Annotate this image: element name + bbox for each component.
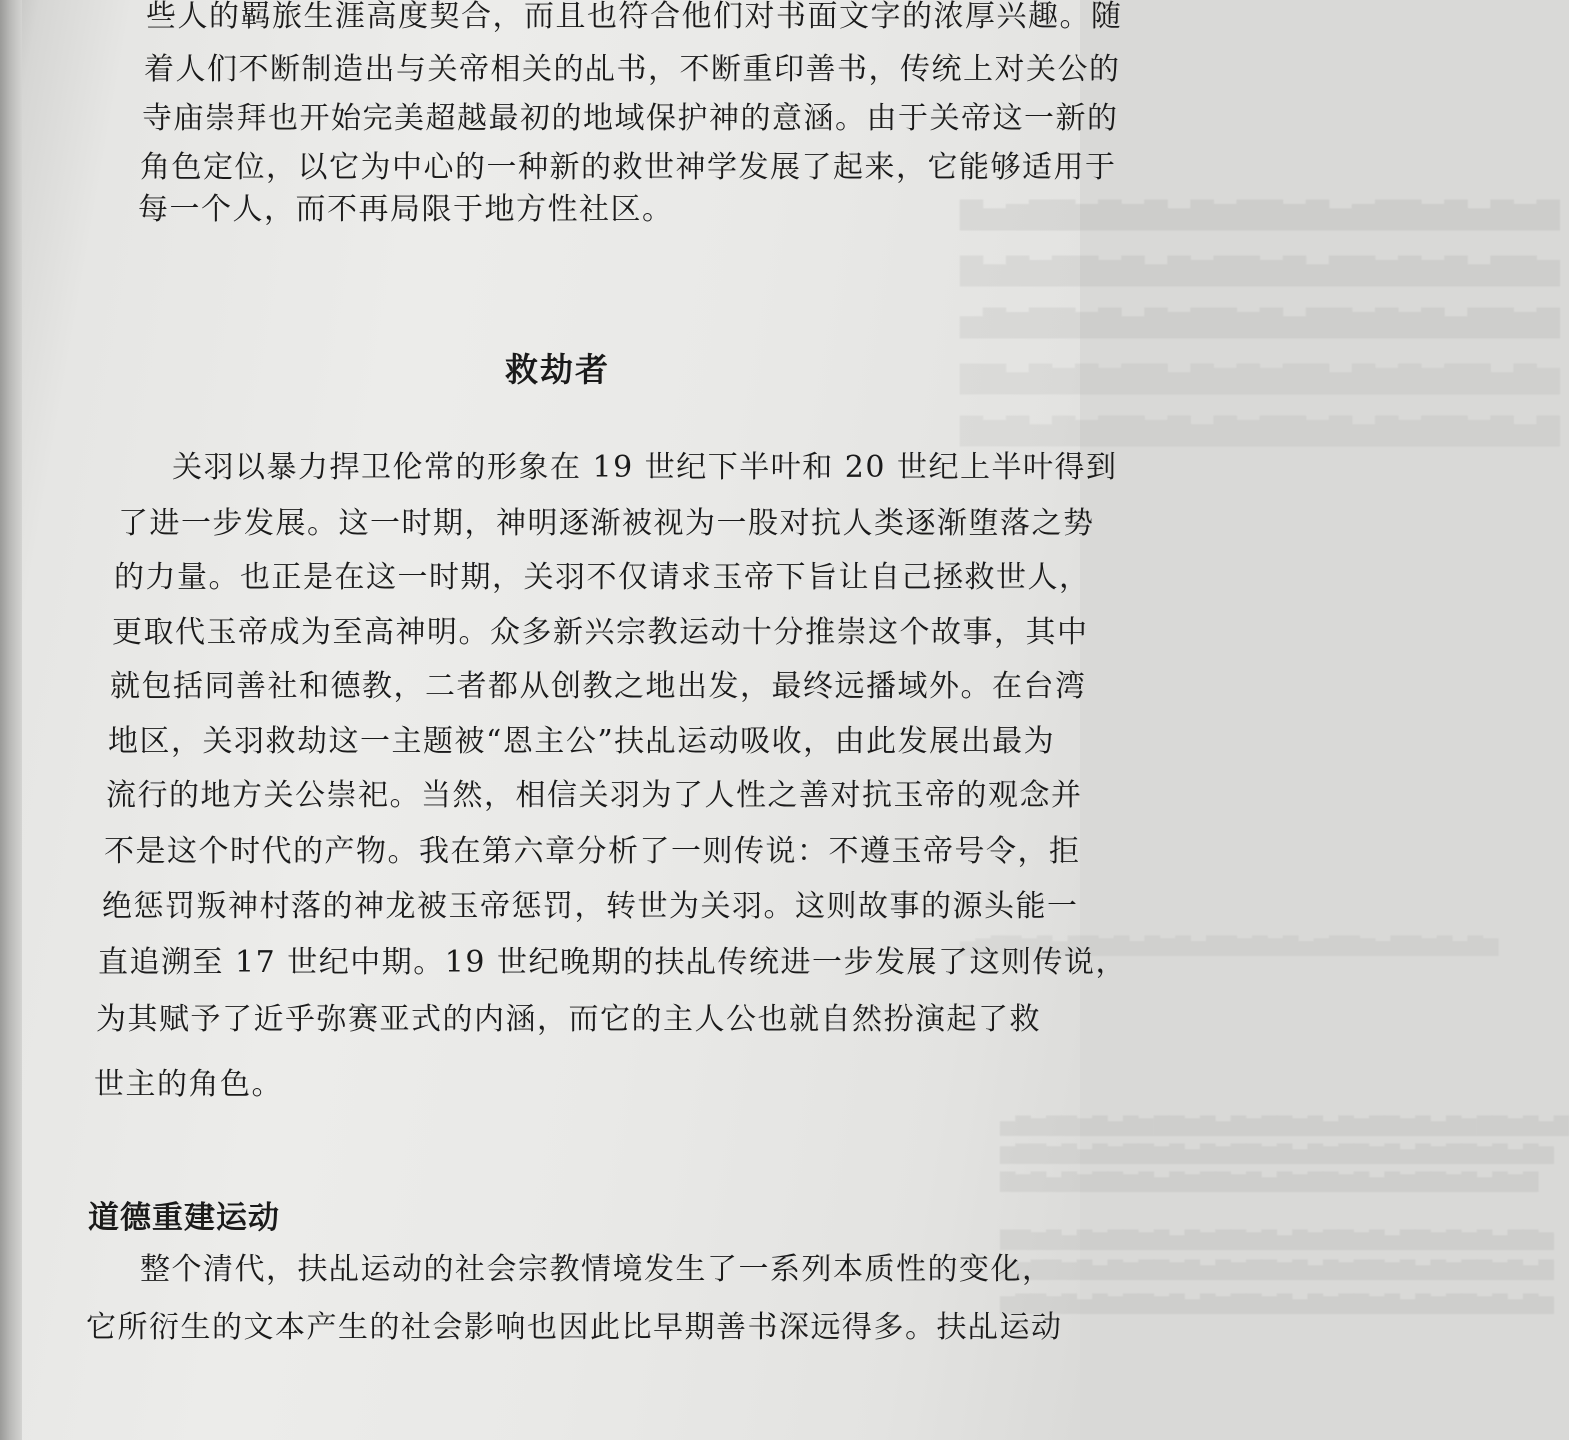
intro-line: 寺庙崇拜也开始完美超越最初的地域保护神的意涵。由于关帝这一新的: [142, 101, 1119, 136]
body-line: 关羽以暴力捍卫伦常的形象在 19 世纪下半叶和 20 世纪上半叶得到: [172, 450, 1118, 485]
body-line: 世主的角色。: [94, 1067, 283, 1102]
show-through-footnote: ▇▆▇▅▇▆▇▇▆▇▅▇▆▇▇▆▇▅▇▆▇▇▆▇▅▇▆▇▇▆▇▅▇▆▇: [1000, 1168, 1539, 1192]
show-through-footnote: ▆▇▅▇▆▇▇▆▇▅▇▆▇▇▆▇▅▇▆▇▇▆▇▅▇▆▇▇▆▇▅▇▆▇▇▆: [1000, 1290, 1554, 1314]
final-line: 它所衍生的文本产生的社会影响也因此比早期善书深远得多。扶乩运动: [86, 1310, 1063, 1345]
show-through-line: ▇▅▇▆▇▇▆▇▅▇▆▇▇▆▇▅▇▆▇▇▆▇▅▇▆▇: [960, 412, 1560, 447]
show-through-footnote: ▆▇▇▅▇▆▇▆▇▇▅▇▆▇▇▆▇▅▇▆▇▇▆▇▅▇▆▇▇▆▇▅▇▆▇▇: [1000, 1226, 1554, 1250]
intro-line: 着人们不断制造出与关帝相关的乩书，不断重印善书，传统上对关公的: [144, 52, 1121, 87]
section-heading: 救劫者: [505, 350, 610, 389]
body-line: 为其赋予了近乎弥赛亚式的内涵，而它的主人公也就自然扮演起了救: [96, 1002, 1041, 1037]
show-through-footnote: ▇▅▇▆▇▇▆▇▅▇▆▇▇▆▇▅▇▆▇▇▆▇▅▇▆▇▇▆▇▅▇▆▇▇▆▇▅: [1000, 1112, 1569, 1136]
show-through-line: ▇▆▇▅▇▆▇▇▆▅▇▆▇▇▆▇▅▇▆▇▆▇▇▆▅▇: [960, 196, 1560, 231]
body-line: 更取代玉帝成为至高神明。众多新兴宗教运动十分推崇这个故事，其中: [112, 615, 1089, 650]
subsection-heading: 道德重建运动: [88, 1200, 280, 1236]
previous-page-edge: [0, 0, 22, 1440]
show-through-footnote: ▇▅▇▆▇▇▆▇▅▇▆▇▇▆▇▅▇▆▇▇▆▇▅▇▆▇▇▆▇▅▇▆▇▇▆▇: [1000, 1256, 1554, 1280]
show-through-footnote: ▆▇▅▇▆▇▇▅▆▇▇▆▅▇▆▇▆▇▇▅▇▆▇▅▇▆▇▇▅▇▆▇▇▆▅: [960, 932, 1499, 956]
body-line: 地区，关羽救劫这一主题被“恩主公”扶乩运动吸收，由此发展出最为: [108, 724, 1056, 759]
show-through-footnote: ▆▇▅▇▆▇▇▆▇▅▇▆▇▇▆▇▅▇▆▇▇▆▇▅▇▆▇▇▆▇▅▇▆▇▇▆: [1000, 1140, 1554, 1164]
body-line: 不是这个时代的产物。我在第六章分析了一则传说：不遵玉帝号令，拒: [104, 834, 1081, 869]
final-line: 整个清代，扶乩运动的社会宗教情境发生了一系列本质性的变化，: [140, 1252, 1054, 1287]
show-through-line: ▇▆▇▇▅▇▆▇▆▇▇▅▇▆▇▇▆▇▅▇▆▇▇▆▇▅: [960, 304, 1560, 339]
body-line: 直追溯至 17 世纪中期。19 世纪晚期的扶乩传统进一步发展了这则传说，: [98, 945, 1127, 980]
show-through-line: ▆▇▇▅▇▆▇▆▇▇▅▇▆▇▇▆▇▅▇▆▇▇▆▇▅▇: [960, 252, 1560, 287]
body-line: 了进一步发展。这一时期，神明逐渐被视为一股对抗人类逐渐堕落之势: [118, 506, 1095, 541]
intro-line: 每一个人，而不再局限于地方性社区。: [138, 192, 674, 227]
body-line: 的力量。也正是在这一时期，关羽不仅请求玉帝下旨让自己拯救世人，: [114, 560, 1091, 595]
body-line: 就包括同善社和德教，二者都从创教之地出发，最终远播域外。在台湾: [110, 669, 1087, 704]
body-line: 绝惩罚叛神村落的神龙被玉帝惩罚，转世为关羽。这则故事的源头能一: [102, 889, 1079, 924]
body-line: 流行的地方关公崇祀。当然，相信关羽为了人性之善对抗玉帝的观念并: [106, 778, 1083, 813]
intro-line: 角色定位，以它为中心的一种新的救世神学发展了起来，它能够适用于: [140, 150, 1117, 185]
show-through-line: ▆▇▅▇▇▆▇▆▇▅▇▇▆▇▆▇▅▇▇▆▇▆▇▅▇▇: [960, 360, 1560, 395]
intro-line: 些人的羁旅生涯高度契合，而且也符合他们对书面文字的浓厚兴趣。随: [146, 0, 1123, 34]
